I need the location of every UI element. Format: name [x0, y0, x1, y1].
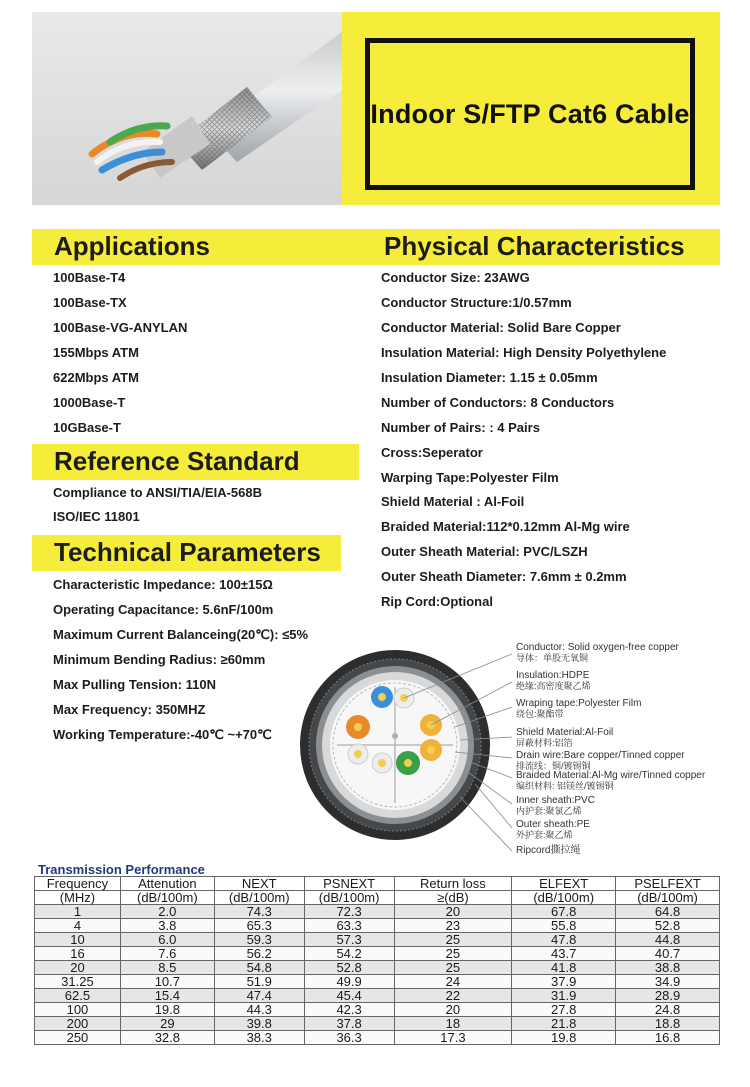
table-cell: 17.3: [394, 1031, 512, 1045]
reference-item: Compliance to ANSI/TIA/EIA-568B: [53, 485, 262, 500]
table-cell: 22: [394, 989, 512, 1003]
table-cell: 15.4: [120, 989, 214, 1003]
table-cell: 44.3: [214, 1003, 304, 1017]
reference-header: [32, 444, 359, 480]
table-cell: 63.3: [304, 919, 394, 933]
table-cell: 56.2: [214, 947, 304, 961]
table-row: [35, 989, 720, 1003]
diagram-label-insulation: Insulation:HDPE 绝缘:高密度聚乙烯: [516, 670, 591, 691]
physical-item: Conductor Size: 23AWG: [381, 270, 530, 285]
application-item: 10GBase-T: [53, 420, 121, 435]
table-cell: 20: [394, 905, 512, 919]
table-cell: 47.8: [512, 933, 616, 947]
hero-banner: [32, 12, 720, 205]
physical-item: Cross:Seperator: [381, 445, 483, 460]
table-cell: 10: [35, 933, 121, 947]
technical-item: Max Frequency: 350MHZ: [53, 702, 206, 717]
table-cell: 64.8: [616, 905, 720, 919]
table-row: [35, 1031, 720, 1045]
table-cell: ELFEXT: [512, 877, 616, 891]
technical-item: Maximum Current Balanceing(20℃): ≤5%: [53, 627, 309, 642]
table-row: [35, 877, 720, 891]
table-cell: 18.8: [616, 1017, 720, 1031]
table-cell: 19.8: [120, 1003, 214, 1017]
physical-heading: Physical Characteristics: [384, 231, 685, 261]
diagram-label-ripcord: Ripcord撕拉绳: [516, 845, 581, 856]
physical-item: Conductor Structure:1/0.57mm: [381, 295, 572, 310]
drain-wire: [392, 733, 398, 739]
table-cell: 38.8: [616, 961, 720, 975]
table-cell: 36.3: [304, 1031, 394, 1045]
table-row: [35, 1017, 720, 1031]
table-cell: 25: [394, 947, 512, 961]
table-cell: (dB/100m): [512, 891, 616, 905]
table-cell: 16: [35, 947, 121, 961]
table-cell: 27.8: [512, 1003, 616, 1017]
application-item: 100Base-TX: [53, 295, 127, 310]
diagram-label-drain-wire: Drain wire:Bare copper/Tinned copper 排流线：铜/镀锡铜: [516, 750, 685, 771]
diagram-label-shield: Shield Material:Al-Foil 屏蔽材料:铝箔: [516, 727, 614, 748]
table-cell: 42.3: [304, 1003, 394, 1017]
table-cell: 62.5: [35, 989, 121, 1003]
table-cell: Frequency: [35, 877, 121, 891]
table-cell: 29: [120, 1017, 214, 1031]
diagram-label-braided: Braided Material:Al-Mg wire/Tinned copper 编织材料: 铝镁丝/镀锡铜: [516, 770, 706, 791]
table-cell: 18: [394, 1017, 512, 1031]
applications-heading: Applications: [54, 231, 211, 261]
table-cell: 52.8: [616, 919, 720, 933]
table-cell: 19.8: [512, 1031, 616, 1045]
physical-item: Number of Conductors: 8 Conductors: [381, 395, 615, 410]
table-cell: 45.4: [304, 989, 394, 1003]
table-cell: 54.2: [304, 947, 394, 961]
page-title: Indoor S/FTP Cat6 Cable: [370, 98, 690, 129]
physical-header: [362, 229, 720, 265]
transmission-table: [34, 876, 720, 1045]
table-row: [35, 947, 720, 961]
table-cell: 59.3: [214, 933, 304, 947]
physical-item: Number of Pairs: : 4 Pairs: [381, 420, 540, 435]
table-cell: 3.8: [120, 919, 214, 933]
table-cell: 8.5: [120, 961, 214, 975]
physical-item: Insulation Diameter: 1.15 ± 0.05mm: [381, 370, 598, 385]
table-cell: 55.8: [512, 919, 616, 933]
application-item: 155Mbps ATM: [53, 345, 139, 360]
table-cell: 34.9: [616, 975, 720, 989]
table-cell: 57.3: [304, 933, 394, 947]
technical-item: Working Temperature:-40℃ ~+70℃: [53, 727, 272, 742]
table-cell: 4: [35, 919, 121, 933]
table-cell: Attenution: [120, 877, 214, 891]
table-cell: 200: [35, 1017, 121, 1031]
table-row: [35, 919, 720, 933]
table-cell: 52.8: [304, 961, 394, 975]
table-cell: 54.8: [214, 961, 304, 975]
technical-header: [32, 535, 341, 571]
reference-heading: Reference Standard: [54, 446, 300, 476]
table-cell: 7.6: [120, 947, 214, 961]
physical-item: Rip Cord:Optional: [381, 594, 493, 609]
application-item: 622Mbps ATM: [53, 370, 139, 385]
table-row: [35, 975, 720, 989]
technical-heading: Technical Parameters: [54, 537, 321, 567]
table-cell: 49.9: [304, 975, 394, 989]
physical-item: Outer Sheath Material: PVC/LSZH: [381, 544, 588, 559]
table-cell: 41.8: [512, 961, 616, 975]
table-cell: 40.7: [616, 947, 720, 961]
table-cell: (dB/100m): [120, 891, 214, 905]
table-row: [35, 961, 720, 975]
physical-item: Conductor Material: Solid Bare Copper: [381, 320, 621, 335]
table-cell: NEXT: [214, 877, 304, 891]
table-row: [35, 891, 720, 905]
transmission-title: Transmission Performance: [38, 862, 205, 877]
table-cell: (MHz): [35, 891, 121, 905]
diagram-label-outer-sheath: Outer sheath:PE 外护套:聚乙烯: [516, 819, 590, 840]
table-cell: Return loss: [394, 877, 512, 891]
table-row: [35, 905, 720, 919]
technical-item: Minimum Bending Radius: ≥60mm: [53, 652, 266, 667]
application-item: 100Base-VG-ANYLAN: [53, 320, 188, 335]
table-cell: 2.0: [120, 905, 214, 919]
table-cell: 39.8: [214, 1017, 304, 1031]
application-item: 100Base-T4: [53, 270, 126, 285]
table-cell: 74.3: [214, 905, 304, 919]
table-cell: 20: [35, 961, 121, 975]
table-cell: 20: [394, 1003, 512, 1017]
table-cell: 31.25: [35, 975, 121, 989]
table-cell: 16.8: [616, 1031, 720, 1045]
table-cell: 67.8: [512, 905, 616, 919]
physical-item: Insulation Material: High Density Polyethylene: [381, 345, 667, 360]
technical-item: Operating Capacitance: 5.6nF/100m: [53, 602, 274, 617]
technical-item: Characteristic Impedance: 100±15Ω: [53, 577, 273, 592]
table-cell: 25: [394, 961, 512, 975]
table-cell: 47.4: [214, 989, 304, 1003]
table-cell: (dB/100m): [214, 891, 304, 905]
physical-item: Braided Material:112*0.12mm Al-Mg wire: [381, 519, 630, 534]
table-cell: 51.9: [214, 975, 304, 989]
diagram-label-conductor: Conductor: Solid oxygen-free copper 导体：单股无氧铜: [516, 642, 679, 663]
table-cell: 23: [394, 919, 512, 933]
table-cell: 38.3: [214, 1031, 304, 1045]
table-cell: 37.9: [512, 975, 616, 989]
table-cell: 72.3: [304, 905, 394, 919]
table-cell: 24: [394, 975, 512, 989]
table-cell: 31.9: [512, 989, 616, 1003]
table-cell: (dB/100m): [616, 891, 720, 905]
table-cell: 37.8: [304, 1017, 394, 1031]
table-cell: 44.8: [616, 933, 720, 947]
table-row: [35, 1003, 720, 1017]
table-cell: 1: [35, 905, 121, 919]
table-row: [35, 933, 720, 947]
table-cell: ≥(dB): [394, 891, 512, 905]
cable-photo: [32, 12, 342, 205]
table-cell: 32.8: [120, 1031, 214, 1045]
reference-item: ISO/IEC 11801: [53, 509, 140, 524]
table-cell: 250: [35, 1031, 121, 1045]
diagram-label-inner-sheath: Inner sheath:PVC 内护套:聚氯乙烯: [516, 795, 595, 816]
table-cell: 28.9: [616, 989, 720, 1003]
physical-item: Outer Sheath Diameter: 7.6mm ± 0.2mm: [381, 569, 627, 584]
applications-header: [32, 229, 362, 265]
table-cell: 24.8: [616, 1003, 720, 1017]
table-cell: (dB/100m): [304, 891, 394, 905]
cable-cross-section: [300, 632, 725, 862]
technical-item: Max Pulling Tension: 110N: [53, 677, 217, 692]
title-frame: [365, 38, 695, 190]
table-cell: PSNEXT: [304, 877, 394, 891]
diagram-label-wraping-tape: Wraping tape:Polyester Film 绕包:聚酯带: [516, 698, 642, 719]
table-cell: 100: [35, 1003, 121, 1017]
table-cell: 10.7: [120, 975, 214, 989]
table-cell: 6.0: [120, 933, 214, 947]
table-cell: PSELFEXT: [616, 877, 720, 891]
table-cell: 21.8: [512, 1017, 616, 1031]
physical-item: Shield Material : Al-Foil: [381, 494, 525, 509]
physical-item: Warping Tape:Polyester Film: [381, 470, 559, 485]
application-item: 1000Base-T: [53, 395, 126, 410]
table-cell: 25: [394, 933, 512, 947]
table-cell: 65.3: [214, 919, 304, 933]
table-cell: 43.7: [512, 947, 616, 961]
